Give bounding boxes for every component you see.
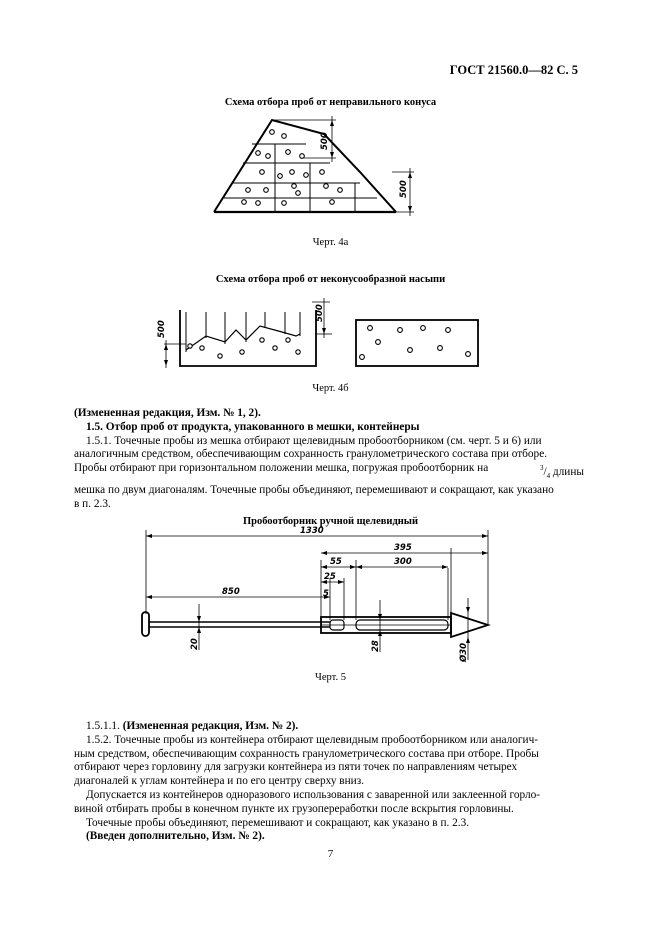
para-1-5-1-line-3b: длины [552, 465, 584, 478]
fig4b-title: Схема отбора проб от неконусообразной насыпи [215, 274, 446, 285]
section-1-5-heading: 1.5. Отбор проб от продукта, упакованного в мешки, контейнеры [86, 420, 420, 433]
para-1-5-2-line-2: ным средством, обеспечивающим сохранность гранулометрического состава при отборе. Пробы [74, 747, 539, 760]
fig4a-caption: Черт. 4а [312, 237, 349, 248]
page-number: 7 [327, 848, 334, 860]
fig4a-dim-upper: 500 [320, 132, 330, 150]
fig5-dim-total: 1330 [300, 526, 324, 536]
para-1-5-2-line-4: диагоналей к углам контейнера и по его центру сверху вниз. [74, 775, 365, 788]
document-header: ГОСТ 21560.0—82 С. 5 [449, 63, 578, 77]
para-disposable-line-1: Допускается из контейнеров одноразового использования с заваренной или заклеенной горло- [86, 788, 541, 801]
fig5-dim-300: 300 [394, 557, 412, 567]
fig5-dim-850: 850 [222, 587, 240, 597]
para-join-samples: Точечные пробы объединяют, перемешивают и сокращают, как указано в п. 2.3. [86, 816, 470, 829]
text-block-2 [74, 720, 584, 844]
added-note: (Введен дополнительно, Изм. № 2). [86, 830, 265, 843]
para-1-5-2-line-3: отбирают через горловину для загрузки контейнера из пяти точек по направлениям четырех [74, 761, 518, 774]
fig4b-dim-left: 500 [157, 320, 167, 338]
fig5-title: Пробоотборник ручной щелевидный [242, 516, 419, 527]
fig5-caption: Черт. 5 [315, 672, 346, 683]
fig5-dim-5: 5 [323, 589, 329, 599]
fig4b-dim-right: 500 [315, 304, 325, 322]
para-1-5-1-1-note: (Измененная редакция, Изм. № 2). [122, 720, 299, 732]
fig5-dim-395: 395 [394, 543, 412, 553]
para-1-5-1-line-4: мешка по двум диагоналям. Точечные пробы объединяют, перемешивают и сокращают, как указано [74, 484, 554, 496]
para-1-5-1-1 [74, 720, 584, 734]
para-1-5-1-line-3a: Пробы отбирают при горизонтальном положении мешка, погружая пробоотборник на [74, 462, 489, 475]
fig5-dim-30: Ø30 [459, 642, 469, 662]
fraction-three-quarters: $^3/_4$ длины [539, 464, 584, 481]
fig5-dim-20: 20 [190, 638, 200, 650]
fig5-dim-25: 25 [324, 572, 336, 582]
fig4b-caption: Черт. 4б [312, 383, 349, 394]
fig4a-title: Схема отбора проб от неправильного конуса [224, 97, 437, 108]
para-1-5-1-line-1: 1.5.1. Точечные пробы из мешка отбирают щелевидным пробоотборником (см. черт. 5 и 6) или [86, 434, 542, 447]
para-1-5-2-line-1: 1.5.2. Точечные пробы из контейнера отбирают щелевидным пробоотборником или аналогич- [86, 733, 539, 746]
fig4a-dim-lower: 500 [399, 180, 409, 198]
para-1-5-1-line-5: в п. 2.3. [74, 497, 111, 510]
para-1-5-1-1-num: 1.5.1.1. [86, 720, 120, 732]
para-1-5-1-line-2: аналогичным средством, обеспечивающим сохранность гранулометрического состава при отборе. [74, 448, 548, 461]
edit-note-12: (Измененная редакция, Изм. № 1, 2). [74, 407, 261, 419]
fig5-dim-28: 28 [371, 640, 381, 652]
fraction-denominator: 4 [546, 472, 551, 481]
fraction-numerator: 3 [539, 464, 544, 473]
para-disposable-line-2: виной отбирать пробы в конечном пункте их грузопереработки после вскрытия горловины. [74, 802, 514, 815]
fig5-dim-55: 55 [330, 557, 342, 567]
